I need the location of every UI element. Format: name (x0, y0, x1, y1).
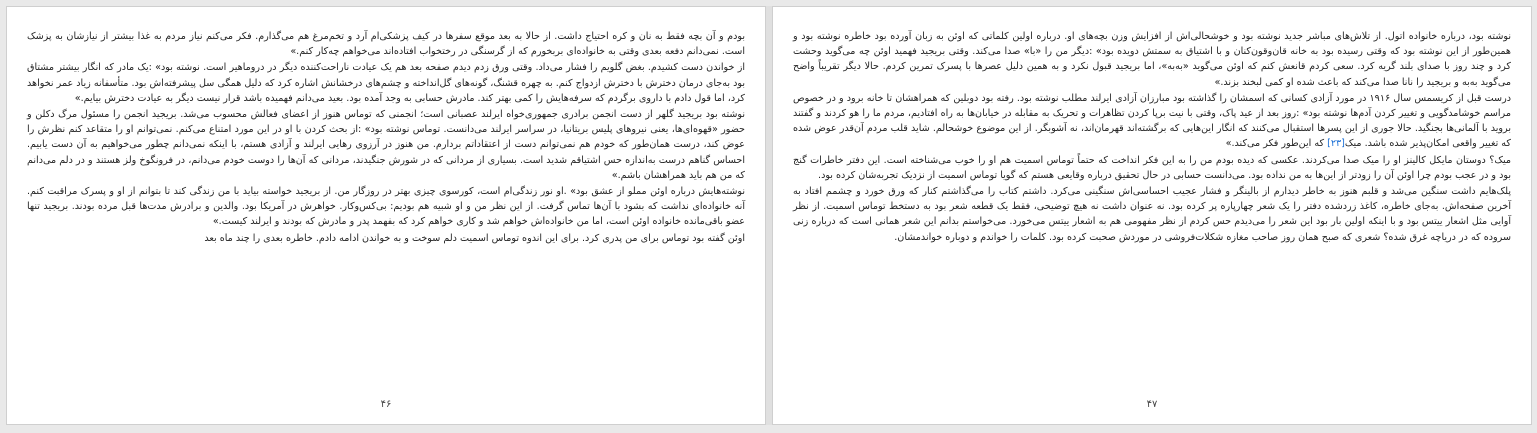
page-number: ۴۷ (1146, 399, 1158, 410)
paragraph: اوئن گفته بود توماس برای من پدری کرد. برای این اندوه توماس اسمیت دلم سوخت و به خواندن ادامه دادم. خاطره بعدی را چند ماه بعد (204, 232, 745, 244)
paragraph: از خواندن دست کشیدم. بغض گلویم را فشار می‌داد. وقتی ورق زدم دیدم صفحه بعد هم یک عیادت ناراحت‌کننده دیگر در دروماهیر است. نوشته بود» :یک مادر که انگار بیشتر مشتاق بود به‌جای درمان دخترش با دخترش ازدواج کنم. به چهره قشنگ، گونه‌های گل‌انداخته و چشم‌های درخشانش اشاره کرد که دلیل همگی سل پیشرفته‌اش بود. متأسفانه زیاد عمر نخواهد کرد، اما قول دادم با داروی برگردم که سرفه‌هایش را کمی بهتر کند. مادرش حسابی به وجد آمده بود. بعید می‌دانم فهمیده باشد قرار نیست دیگر به عیادت دخترش بیایم.» (27, 62, 745, 104)
left-page (6, 6, 766, 425)
paragraph-text: درست قبل از کریسمس سال ۱۹۱۶ در مورد آزادی کسانی که اسمشان را گذاشته بود مبارزان آزادی ایرلند مطلب نوشته بود. رفته بود دوبلین که همراهشان تا خانه برود و در خصوص مراسم خوشامدگویی و تغییر کردن آدم‌ها نوشته بود» :روز بعد از عید پاک، وقتی با نیت برپا کردن تظاهرات و تحریک به مقابله در خیابان‌ها به راه افتادیم، مردم ما را هو کردند و گفتند بروید با آلمانی‌ها بجنگید. حالا جوری از این پسرها استقبال می‌کنند که انگار این‌هایی که برگشته‌اند قهرمان‌اند، نه آشوبگر. از این موضوع خوشحالم. شاید قلب مردم آن‌قدر عوض شده که تغییر واقعی امکان‌پذیر شده باشد. میک (793, 92, 1511, 150)
paragraph: نوشته بود بریجید گلهر از دست انجمن برادری جمهوری‌خواه ایرلند عصبانی است؛ انجمنی که توماس هنوز از اعضای فعالش محسوب می‌شد. بریجید انجمن را مسئول مرگ دکلن و حضور «قهوه‌ای‌ها، یعنی نیروهای پلیس بریتانیا، در سراسر ایرلند می‌دانست. توماس نوشته بود» :از بحث کردن با او در این مورد امتناع می‌کنم. نمی‌توانم او را متقاعد کنم نظرش را عوض کند، درست همان‌طور که خودم هم نمی‌توانم دست از اعتقاداتم بردارم. من هنوز در آرزوی رهایی ایرلند و آزادی هستم، با اینکه نمی‌دانم چطور می‌خواهیم به آن دست یابیم. احساس گناهم درست به‌اندازه حس اشتیاقم شدید است. بسیاری از مردانی که در شورش جنگیدند، مردانی که آن‌ها را دوست خودم می‌دانم، در فرونگوخ ولز هستند و در دلم می‌دانم که من هم باید همراهشان باشم.» (27, 109, 745, 181)
footnote-link[interactable]: [۲۳] (1327, 138, 1345, 150)
paragraph-tail: که این‌طور فکر می‌کند.» (1225, 138, 1328, 150)
paragraph: پلک‌هایم داشت سنگین می‌شد و قلبم هنوز به خاطر دیدارم از بالینگر و فشار عجیب احساسی‌اش سنگینی می‌کرد. داشتم کتاب را می‌گذاشتم کنار که ورق خورد و چشمم افتاد به آخرین صفحه‌اش. به‌جای خاطره، کاغذ زردشده دفتر را یک شعر چهارپاره پر کرده بود. نه عنوان داشت نه هیچ توضیحی، فقط یک قطعه شعر بود به دستخط توماس اسمیت. از نظر آوایی مثل اشعار ییتس بود و با اینکه اولین بار بود این شعر را می‌دیدم حس کردم از نظر مفهومی هم به اشعار ییتس می‌خورد. می‌خواستم بدانم این شعر همانی است که درباره زنی سروده که در دریاچه غرق شده؟ شعری که صبح همان روز صاحب مغازه شکلات‌فروشی در موردش صحبت کرده بود. کلمات را خواندم و دوباره خواندمشان. (793, 186, 1511, 243)
right-page-text (793, 29, 1511, 246)
paragraph-with-footnote (793, 91, 1511, 152)
paragraph: نوشته بود، درباره خانواده اتول. از تلاش‌های مباشر جدید نوشته بود و خوشحالی‌اش از افزایش وزن بچه‌های او. درباره اولین کلماتی که اوئن به زبان آورده بود خاطره نوشته بود و همین‌طور از این نوشته بود که وقتی رسیده بود به خانه قان‌وقون‌کنان و با اشتیاق به سمتش دویده بود» :دیگر من را «با» صدا می‌کند. وقتی بریجید فهمید اوئن چه می‌گوید وحشت کرد و چند روز با صدای بلند گریه کرد. سعی کردم قانعش کنم که اوئن می‌گوید «به‌به»، اما بریجید قبول نکرد و به همین دلیل عصرها با پسرک تمرین کردم. حالا دیگر تقریباً واضح می‌گوید به‌به و بریجید را نانا صدا می‌کند که باعث شده او کمی لبخند بزند.» (793, 31, 1511, 88)
paragraph: میک؟ دوستان مایکل کالینز او را میک صدا می‌کردند. عکسی که دیده بودم من را به این فکر انداخت که حتماً توماس اسمیت هم او را خوب می‌شناخته است. این دفتر خاطرات گنج بود و در عجب بودم چرا اوئن آن را زودتر از این‌ها به من نداده بود. می‌دانست حسابی در حال تحقیق درباره وقایعی هستم که گویا توماس اسمیت از نزدیک تجربه‌شان کرده بود. (793, 154, 1511, 181)
right-page (772, 6, 1532, 425)
paragraph: نوشته‌هایش درباره اوئن مملو از عشق بود» .او نور زندگی‌ام است، کورسوی چیزی بهتر در روزگار من. از بریجید خواسته بیاید با من زندگی کند تا بتوانم از او و پسرک مراقبت کنم. آنه خانواده‌ای نداشت که بشود با آن‌ها تماس گرفت. از این نظر من و او شبیه هم بودیم: بی‌کس‌وکار. خواهرش در آمریکا بود. والدین و برادرش مدت‌ها قبل مرده بودند. بریجید تنها عضو باقی‌مانده خانواده اوئن است، اما من خانواده‌اش خواهم شد و کاری خواهم کرد که بفهمد پدر و مادرش که بودند و ایرلند کیست.» (27, 186, 745, 228)
left-page-text (27, 29, 745, 247)
page-number: ۴۶ (380, 399, 392, 410)
paragraph: بودم و آن بچه فقط به نان و کره احتیاج داشت. از حالا به بعد موقع سفرها در کیف پزشکی‌ام آرد و تخم‌مرغ هم می‌گذارم. فکر می‌کنم نیاز مردم به غذا بیشتر از نیازشان به پزشک است. نمی‌دانم دفعه بعدی وقتی به خانواده‌ای بربخورم که از گرسنگی در رختخواب افتاده‌اند می‌خواهم چه‌کار کنم.» (27, 31, 745, 58)
